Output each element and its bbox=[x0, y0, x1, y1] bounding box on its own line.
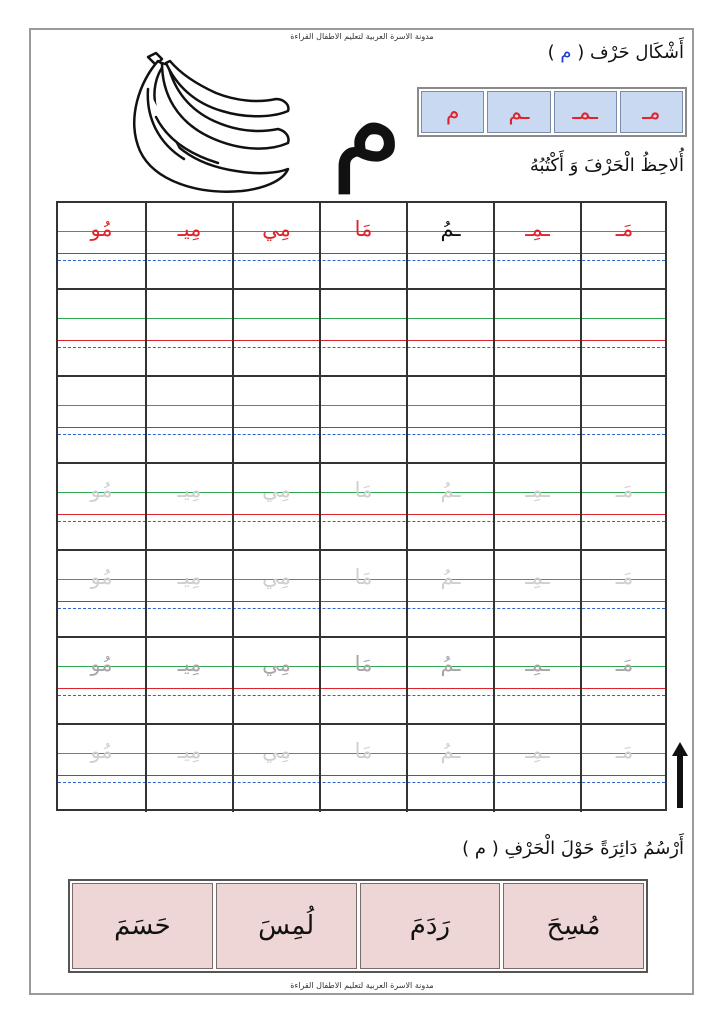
grid-cell bbox=[493, 377, 580, 462]
letter-shapes-strip bbox=[417, 87, 687, 137]
trace-cell: مَا bbox=[319, 638, 406, 723]
grid-cell: ـمِـ bbox=[493, 203, 580, 288]
grid-cell bbox=[145, 377, 232, 462]
word-box[interactable]: رَدَمَ bbox=[360, 883, 501, 969]
trace-cell: مِيـ bbox=[145, 725, 232, 812]
trace-cell: مُو bbox=[90, 478, 113, 502]
trace-cell: مِيـ bbox=[145, 638, 232, 723]
grid-cell: مِيـ bbox=[145, 203, 232, 288]
trace-cell: مَا bbox=[319, 464, 406, 549]
trace-cell: مِي bbox=[232, 725, 319, 812]
title-letter: م bbox=[560, 42, 572, 63]
grid-cell bbox=[319, 377, 406, 462]
grid-cell bbox=[232, 377, 319, 462]
big-letter: م bbox=[330, 56, 404, 194]
banana-bunch-icon bbox=[118, 47, 298, 197]
grid-row-trace bbox=[58, 551, 665, 638]
grid-cell bbox=[493, 290, 580, 375]
arrow-up-icon bbox=[672, 742, 688, 808]
title-close: ) bbox=[547, 42, 561, 63]
grid-cell: مِي bbox=[232, 203, 319, 288]
blog-name-header: مدونة الاسرة العربية لتعليم الاطفال القراءة bbox=[290, 32, 434, 41]
word-boxes bbox=[68, 879, 648, 973]
grid-cell bbox=[58, 290, 145, 375]
trace-cell: مَـ bbox=[580, 638, 667, 723]
letter-shape-isolated: م bbox=[421, 91, 484, 133]
grid-cell bbox=[406, 377, 493, 462]
grid-row-blank bbox=[58, 377, 665, 464]
trace-cell: ـمِـ bbox=[493, 638, 580, 723]
letter-shape-final: ـم bbox=[487, 91, 550, 133]
grid-row-example bbox=[58, 203, 665, 290]
letter-shape-initial: مـ bbox=[620, 91, 683, 133]
trace-cell: ـمُ bbox=[406, 638, 493, 723]
circle-letter-instruction: أَرْسُمُ دَائِرَةً حَوْلَ الْحَرْفِ ( م ) bbox=[462, 838, 684, 859]
trace-cell: ـمِـ bbox=[493, 464, 580, 549]
word-box[interactable]: لُمِسَ bbox=[216, 883, 357, 969]
grid-cell: مَا bbox=[319, 203, 406, 288]
trace-cell: مِي bbox=[232, 551, 319, 636]
grid-cell bbox=[319, 290, 406, 375]
grid-row-trace bbox=[58, 725, 665, 812]
trace-cell: مُو bbox=[90, 739, 113, 763]
trace-cell: مِيـ bbox=[145, 464, 232, 549]
grid-cell bbox=[145, 290, 232, 375]
trace-cell: مِي bbox=[232, 464, 319, 549]
trace-cell: ـمِـ bbox=[493, 725, 580, 812]
trace-cell: ـمُ bbox=[406, 725, 493, 812]
trace-cell: مَـ bbox=[580, 551, 667, 636]
writing-practice-grid bbox=[56, 201, 667, 811]
grid-cell bbox=[232, 290, 319, 375]
grid-cell bbox=[580, 377, 667, 462]
grid-row-trace bbox=[58, 464, 665, 551]
trace-cell: مَا bbox=[319, 725, 406, 812]
trace-cell: ـمُ bbox=[406, 551, 493, 636]
word-box[interactable]: مُسِحَ bbox=[503, 883, 644, 969]
grid-cell bbox=[406, 290, 493, 375]
trace-instruction: أُلاحِظُ الْحَرْفَ وَ أَكْتُبُهُ bbox=[529, 155, 684, 176]
letter-shape-medial: ـمـ bbox=[554, 91, 617, 133]
title-text: أَشْكَال حَرْف ( bbox=[571, 42, 684, 63]
grid-cell: مُو bbox=[90, 217, 113, 241]
trace-cell: ـمِـ bbox=[493, 551, 580, 636]
trace-cell: مِي bbox=[232, 638, 319, 723]
trace-cell: مَا bbox=[319, 551, 406, 636]
grid-row-trace bbox=[58, 638, 665, 725]
trace-cell: مَـ bbox=[580, 725, 667, 812]
word-box[interactable]: حَسَمَ bbox=[72, 883, 213, 969]
trace-cell: مَـ bbox=[580, 464, 667, 549]
grid-row-blank bbox=[58, 290, 665, 377]
grid-cell: مَـ bbox=[580, 203, 667, 288]
trace-cell: مُو bbox=[90, 565, 113, 589]
trace-cell: مُو bbox=[90, 652, 113, 676]
trace-cell: ـمُ bbox=[406, 464, 493, 549]
grid-cell: ـمُ bbox=[406, 203, 493, 288]
blog-name-footer: مدونة الاسرة العربية لتعليم الاطفال القراءة bbox=[290, 981, 434, 990]
grid-cell bbox=[580, 290, 667, 375]
trace-cell: مِيـ bbox=[145, 551, 232, 636]
grid-cell bbox=[58, 377, 145, 462]
letter-shapes-title bbox=[548, 42, 684, 63]
